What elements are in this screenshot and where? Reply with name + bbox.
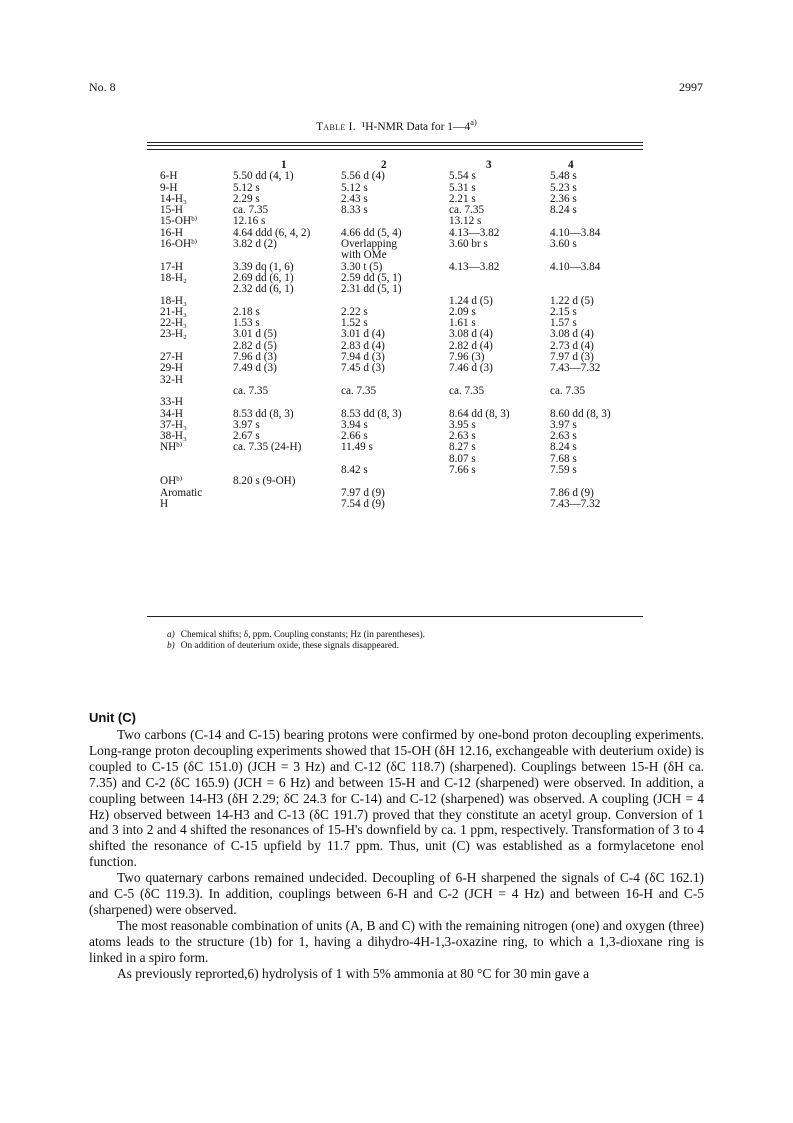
cell-compound-1: 3.39 dq (1, 6) bbox=[233, 260, 294, 273]
cell-compound-4: 1.22 d (5) bbox=[550, 294, 594, 307]
cell-compound-4: 1.57 s bbox=[550, 317, 577, 330]
cell-compound-1: 2.29 s bbox=[233, 192, 260, 205]
cell-compound-3: 5.54 s bbox=[449, 170, 476, 183]
cell-compound-2: 3.94 s bbox=[341, 418, 368, 431]
cell-compound-4: 7.97 d (3) bbox=[550, 351, 594, 364]
table-row bbox=[160, 250, 640, 261]
cell-compound-1: ca. 7.35 bbox=[233, 384, 269, 397]
cell-compound-2: 7.97 d (9) bbox=[341, 486, 385, 499]
cell-compound-2: 11.49 s bbox=[341, 441, 373, 454]
cell-compound-1: 7.96 d (3) bbox=[233, 351, 277, 364]
row-label: 34-H bbox=[160, 407, 183, 420]
table-caption-prefix: Table I. bbox=[316, 121, 356, 133]
row-label: 37-H₃ bbox=[160, 418, 187, 431]
column-header-4: 4 bbox=[568, 159, 574, 171]
row-label: NHᵇ⁾ bbox=[160, 441, 183, 454]
cell-compound-4: ca. 7.35 bbox=[550, 384, 586, 397]
table-row bbox=[160, 476, 640, 487]
cell-compound-2: with OMe bbox=[341, 249, 387, 262]
row-label: Aromatic bbox=[160, 486, 203, 499]
cell-compound-4: 5.48 s bbox=[550, 170, 577, 183]
cell-compound-3: 8.27 s bbox=[449, 441, 476, 454]
cell-compound-2: ca. 7.35 bbox=[341, 384, 377, 397]
row-label: 15-OHᵇ⁾ bbox=[160, 215, 198, 228]
table-top-rule-double bbox=[147, 145, 643, 146]
row-label: 9-H bbox=[160, 181, 178, 194]
cell-compound-4: 2.15 s bbox=[550, 305, 577, 318]
paragraph-4: As previously reprorted,6) hydrolysis of 1 with 5% ammonia at 80 °C for 30 min gave a bbox=[117, 965, 590, 981]
cell-compound-1: 2.32 dd (6, 1) bbox=[233, 283, 294, 296]
cell-compound-2: 8.53 dd (8, 3) bbox=[341, 407, 402, 420]
cell-compound-3: 2.63 s bbox=[449, 430, 476, 443]
cell-compound-1: 8.53 dd (8, 3) bbox=[233, 407, 294, 420]
table-row bbox=[160, 205, 640, 216]
footnote-b-text: On addition of deuterium oxide, these signals disappeared. bbox=[180, 641, 399, 651]
cell-compound-2: 2.59 dd (5, 1) bbox=[341, 271, 402, 284]
column-header-1: 1 bbox=[281, 159, 287, 171]
cell-compound-3: ca. 7.35 bbox=[449, 204, 485, 217]
row-label: 6-H bbox=[160, 170, 178, 183]
cell-compound-4: 7.59 s bbox=[550, 464, 577, 477]
cell-compound-2: 4.66 dd (5, 4) bbox=[341, 226, 402, 239]
cell-compound-1: ca. 7.35 (24-H) bbox=[233, 441, 302, 454]
table-row bbox=[160, 499, 640, 510]
cell-compound-4: 4.10—3.84 bbox=[550, 226, 601, 239]
cell-compound-3: 8.07 s bbox=[449, 452, 476, 465]
cell-compound-3: 2.09 s bbox=[449, 305, 476, 318]
cell-compound-1: 1.53 s bbox=[233, 317, 260, 330]
cell-compound-4: 7.43—7.32 bbox=[550, 362, 601, 375]
cell-compound-4: 7.86 d (9) bbox=[550, 486, 594, 499]
cell-compound-3: 3.08 d (4) bbox=[449, 328, 493, 341]
cell-compound-2: 8.42 s bbox=[341, 464, 368, 477]
cell-compound-1: 2.69 dd (6, 1) bbox=[233, 271, 294, 284]
cell-compound-1: 3.01 d (5) bbox=[233, 328, 277, 341]
cell-compound-3: 3.60 br s bbox=[449, 238, 488, 251]
cell-compound-2: Overlapping bbox=[341, 238, 397, 251]
row-label: 16-OHᵇ⁾ bbox=[160, 238, 198, 251]
row-label: 38-H₃ bbox=[160, 430, 187, 443]
cell-compound-1: 8.20 s (9-OH) bbox=[233, 475, 296, 488]
cell-compound-4: 2.36 s bbox=[550, 192, 577, 205]
row-label: 16-H bbox=[160, 226, 183, 239]
cell-compound-1: 2.67 s bbox=[233, 430, 260, 443]
cell-compound-2: 5.56 d (4) bbox=[341, 170, 385, 183]
table-body bbox=[160, 171, 640, 510]
footnote-a-text: Chemical shifts; δ, ppm. Coupling constants; Hz (in parentheses). bbox=[180, 630, 426, 640]
table-row bbox=[160, 397, 640, 408]
cell-compound-3: 1.24 d (5) bbox=[449, 294, 493, 307]
footnote-a bbox=[167, 630, 425, 641]
cell-compound-2: 2.43 s bbox=[341, 192, 368, 205]
row-label: 33-H bbox=[160, 396, 183, 409]
cell-compound-3: 2.21 s bbox=[449, 192, 476, 205]
table-caption-text: ¹H-NMR Data for 1—4 bbox=[361, 121, 471, 133]
cell-compound-2: 5.12 s bbox=[341, 181, 368, 194]
cell-compound-1: 7.49 d (3) bbox=[233, 362, 277, 375]
cell-compound-1: 3.82 d (2) bbox=[233, 238, 277, 251]
column-header-2: 2 bbox=[381, 159, 387, 171]
cell-compound-3: ca. 7.35 bbox=[449, 384, 485, 397]
row-label: 14-H₃ bbox=[160, 192, 187, 205]
table-top-rule-triple bbox=[147, 149, 643, 150]
table-bottom-rule bbox=[147, 616, 643, 617]
cell-compound-1: ca. 7.35 bbox=[233, 204, 269, 217]
table-top-rule bbox=[147, 142, 643, 143]
paragraph-3: The most reasonable combination of units (A, B and C) with the remaining nitrogen (one) and oxygen (three) atoms leads to the structure (1b) for 1, having a dihydro-4H-1,3-oxazine ring, to which a 1,3-dioxane ring is linked in a spiro form. bbox=[89, 917, 704, 965]
cell-compound-2: 2.31 dd (5, 1) bbox=[341, 283, 402, 296]
body-text bbox=[89, 727, 704, 982]
table-row bbox=[160, 171, 640, 182]
cell-compound-1: 4.64 ddd (6, 4, 2) bbox=[233, 226, 311, 239]
row-label: 17-H bbox=[160, 260, 183, 273]
cell-compound-3: 13.12 s bbox=[449, 215, 482, 228]
paragraph-1: Two carbons (C-14 and C-15) bearing protons were confirmed by one-bond proton decoupling experiments. Long-range proton decoupling experiments showed that 15-OH (δH 12.16, exchangeable with deuterium oxide) is coupled to C-15 (δC 151.0) (JCH = 3 Hz) and C-12 (δC 118.7) (sharpened). Couplings between 15-H (δH ca. 7.35) and C-2 (δC 165.9) (JCH = 6 Hz) and between 15-H and C-12 (sharpened) were observed. In addition, a coupling between 14-H3 (δH 2.29; δC 24.3 for C-14) and C-12 (sharpened) was observed. A coupling (JCH = 4 Hz) observed between 14-H3 and C-13 (δC 191.7) proved that they constitute an acetyl group. Conversion of 1 and 3 into 2 and 4 shifted the resonances of 15-H's downfield by ca. 1 ppm, respectively. Transformation of 3 to 4 shifted the resonance of C-15 upfield by 11.7 ppm. Thus, unit (C) was established as a formylacetone enol function. bbox=[89, 727, 704, 870]
cell-compound-2: 7.54 d (9) bbox=[341, 497, 385, 510]
paragraph-2: Two quaternary carbons remained undecided. Decoupling of 6-H sharpened the signals of C-4 (δC 162.1) and C-5 (δC 119.3). In addition, couplings between 6-H and C-2 (JCH = 4 Hz) and between 16-H and C-5 (sharpened) were observed. bbox=[89, 870, 704, 917]
cell-compound-3: 2.82 d (4) bbox=[449, 339, 493, 352]
row-label: 18-H₂ bbox=[160, 271, 187, 284]
cell-compound-2: 8.33 s bbox=[341, 204, 368, 217]
cell-compound-2: 2.66 s bbox=[341, 430, 368, 443]
cell-compound-4: 7.43—7.32 bbox=[550, 497, 601, 510]
cell-compound-2: 2.83 d (4) bbox=[341, 339, 385, 352]
cell-compound-3: 8.64 dd (8, 3) bbox=[449, 407, 510, 420]
column-header-3: 3 bbox=[486, 159, 492, 171]
row-label: 21-H₃ bbox=[160, 305, 187, 318]
footnote-a-mark: a) bbox=[167, 630, 175, 640]
table-row bbox=[160, 386, 640, 397]
row-label: 27-H bbox=[160, 351, 183, 364]
cell-compound-3: 7.96 (3) bbox=[449, 351, 485, 364]
table-row bbox=[160, 465, 640, 476]
cell-compound-4: 8.60 dd (8, 3) bbox=[550, 407, 611, 420]
row-label: OHᵇ⁾ bbox=[160, 475, 183, 488]
row-label: H bbox=[160, 497, 169, 510]
cell-compound-1: 2.18 s bbox=[233, 305, 260, 318]
nmr-data-table bbox=[160, 160, 640, 510]
section-heading: Unit (C) bbox=[89, 710, 136, 725]
journal-issue-number: No. 8 bbox=[89, 80, 116, 94]
cell-compound-4: 2.73 d (4) bbox=[550, 339, 594, 352]
cell-compound-3: 4.13—3.82 bbox=[449, 260, 500, 273]
cell-compound-1: 5.12 s bbox=[233, 181, 260, 194]
cell-compound-1: 2.82 d (5) bbox=[233, 339, 277, 352]
cell-compound-1: 12.16 s bbox=[233, 215, 266, 228]
cell-compound-2: 7.45 d (3) bbox=[341, 362, 385, 375]
table-row bbox=[160, 284, 640, 295]
cell-compound-4: 8.24 s bbox=[550, 204, 577, 217]
row-label: 23-H₂ bbox=[160, 328, 187, 341]
cell-compound-4: 5.23 s bbox=[550, 181, 577, 194]
cell-compound-2: 3.01 d (4) bbox=[341, 328, 385, 341]
row-label: 18-H₃ bbox=[160, 294, 187, 307]
row-label: 15-H bbox=[160, 204, 183, 217]
cell-compound-4: 7.68 s bbox=[550, 452, 577, 465]
cell-compound-4: 2.63 s bbox=[550, 430, 577, 443]
cell-compound-4: 4.10—3.84 bbox=[550, 260, 601, 273]
cell-compound-3: 7.66 s bbox=[449, 464, 476, 477]
footnote-b-mark: b) bbox=[167, 641, 175, 651]
cell-compound-4: 8.24 s bbox=[550, 441, 577, 454]
cell-compound-3: 5.31 s bbox=[449, 181, 476, 194]
cell-compound-3: 7.46 d (3) bbox=[449, 362, 493, 375]
row-label: 22-H₃ bbox=[160, 317, 187, 330]
table-caption-note: a) bbox=[470, 117, 477, 127]
table-row bbox=[160, 363, 640, 374]
cell-compound-3: 3.95 s bbox=[449, 418, 476, 431]
cell-compound-2: 3.30 t (5) bbox=[341, 260, 383, 273]
page-number: 2997 bbox=[679, 80, 703, 94]
footnote-b bbox=[167, 641, 399, 652]
cell-compound-2: 1.52 s bbox=[341, 317, 368, 330]
row-label: 29-H bbox=[160, 362, 183, 375]
cell-compound-4: 3.08 d (4) bbox=[550, 328, 594, 341]
row-label: 32-H bbox=[160, 373, 183, 386]
table-caption bbox=[0, 117, 793, 133]
cell-compound-4: 3.60 s bbox=[550, 238, 577, 251]
cell-compound-4: 3.97 s bbox=[550, 418, 577, 431]
cell-compound-2: 2.22 s bbox=[341, 305, 368, 318]
table-row bbox=[160, 239, 640, 250]
cell-compound-1: 3.97 s bbox=[233, 418, 260, 431]
cell-compound-3: 1.61 s bbox=[449, 317, 476, 330]
cell-compound-1: 5.50 dd (4, 1) bbox=[233, 170, 294, 183]
cell-compound-2: 7.94 d (3) bbox=[341, 351, 385, 364]
cell-compound-3: 4.13—3.82 bbox=[449, 226, 500, 239]
